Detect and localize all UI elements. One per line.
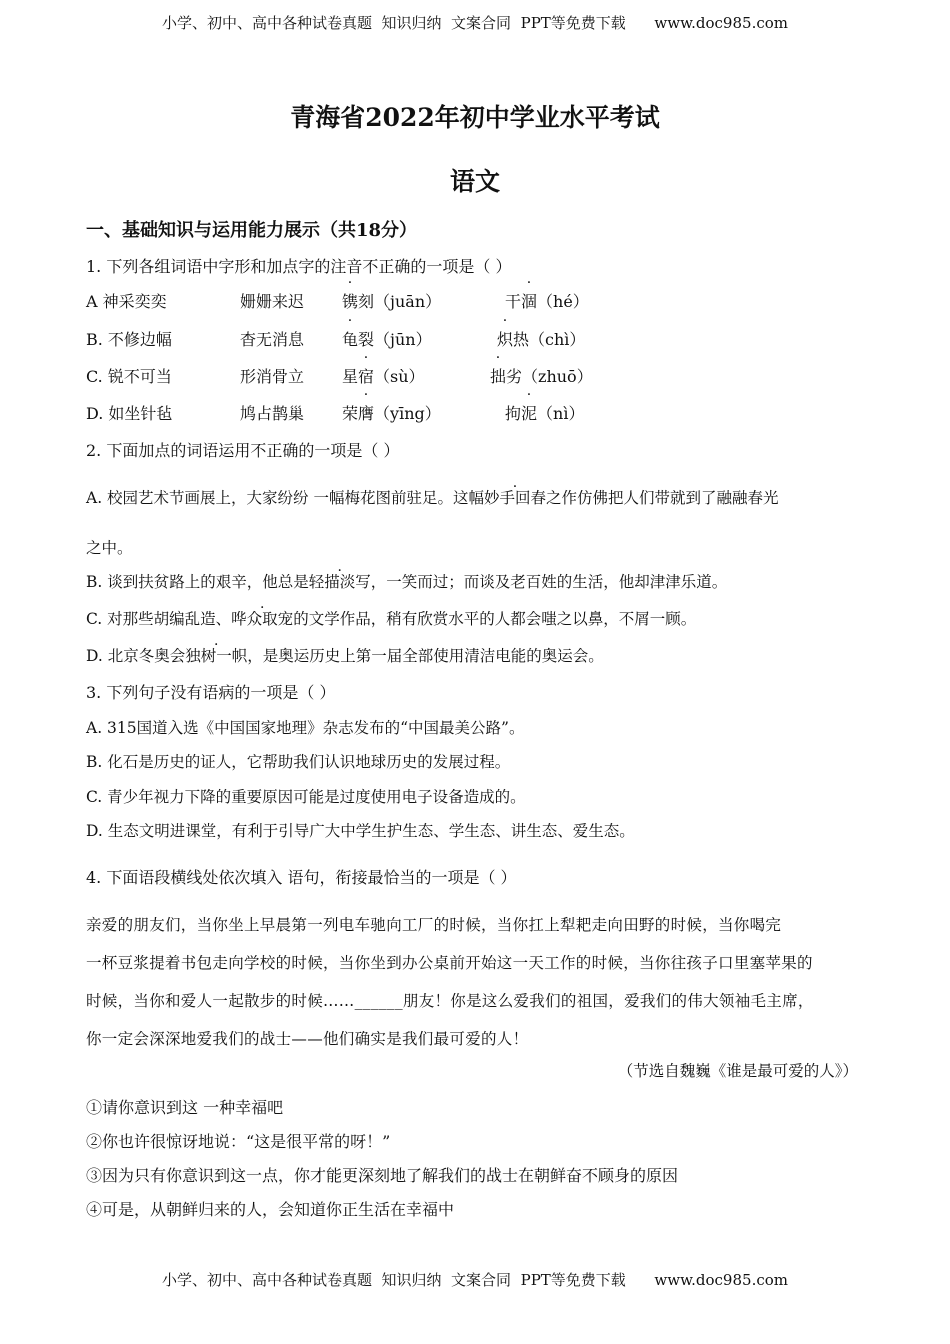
q1-option-c-word3: 星宿（sù） xyxy=(342,367,425,386)
q1-option-b-label: B. 不修边幅 xyxy=(86,330,172,349)
question-1-stem: 1. 下列各组词语中字形和加点字的注音不正确的一项是（ ） xyxy=(86,257,512,276)
q1-option-b-word3: 龟裂（jūn） xyxy=(342,330,432,349)
q2-option-c: C. 对那些胡编乱造、哗众取宠的文学作品，稍有欣赏水平的人都会嗤之以鼻，不屑一顾。 xyxy=(86,610,697,628)
q2-option-a: A. 校园艺术节画展上，大家纷纷 一幅梅花图前驻足。这幅妙手回春之作仿佛把人们带就到了融融春光 xyxy=(86,489,779,507)
q1-option-b-word2: 杳无消息 xyxy=(240,330,305,349)
q4-sentence-3: ③因为只有你意识到这一点，你才能更深刻地了解我们的战士在朝鲜奋不顾身的原因 xyxy=(86,1166,679,1185)
page-footer: 小学、初中、高中各种试卷真题 知识归纳 文案合同 PPT等免费下载 www.doc985.com xyxy=(161,1271,788,1289)
q2-option-b: B. 谈到扶贫路上的艰辛，他总是轻描淡写，一笑而过；而谈及老百姓的生活，他却津津乐道。 xyxy=(86,573,728,591)
q3-option-a: A. 315国道入选《中国国家地理》杂志发布的“中国最美公路”。 xyxy=(86,719,525,737)
question-4-stem: 4. 下面语段横线处依次填入 语句，衔接最恰当的一项是（ ） xyxy=(86,868,517,887)
q1-option-a-label: A 神采奕奕 xyxy=(86,292,167,311)
q4-sentence-2: ②你也许很惊讶地说：“这是很平常的呀！” xyxy=(86,1132,391,1151)
passage-source: （节选自魏巍《谁是最可爱的人》） xyxy=(617,1062,858,1080)
passage-line-4: 你一定会深深地爱我们的战士——他们确实是我们最可爱的人！ xyxy=(86,1030,529,1048)
q1-option-d-word3: 荣膺（yīng） xyxy=(342,404,441,423)
q4-sentence-4: ④可是，从朝鲜归来的人，会知道你正生活在幸福中 xyxy=(86,1200,455,1219)
q1-option-d-word2: 鸠占鹊巢 xyxy=(240,404,305,423)
q1-option-a-word3: 镌刻（juān） xyxy=(342,292,442,311)
q1-option-b-word4: 炽热（chì） xyxy=(497,330,586,349)
q1-option-c-word4: 拙劣（zhuō） xyxy=(490,367,593,386)
q1-option-a-word4: 干涸（hé） xyxy=(505,292,589,311)
q1-option-d-word4: 拘泥（nì） xyxy=(505,404,585,423)
question-2-stem: 2. 下面加点的词语运用不正确的一项是（ ） xyxy=(86,441,400,460)
q1-option-d-label: D. 如坐针毡 xyxy=(86,404,173,423)
q2-option-d: D. 北京冬奥会独树一帜，是奥运历史上第一届全部使用清洁电能的奥运会。 xyxy=(86,647,604,665)
section-heading: 一、基础知识与运用能力展示（共18分） xyxy=(86,220,418,241)
page-header: 小学、初中、高中各种试卷真题 知识归纳 文案合同 PPT等免费下载 www.doc985.com xyxy=(161,14,788,32)
q2-option-a-cont: 之中。 xyxy=(86,539,133,557)
q1-option-a-word2: 姗姗来迟 xyxy=(240,292,305,311)
q1-option-c-label: C. 锐不可当 xyxy=(86,367,172,386)
passage-line-3: 时候，当你和爱人一起散步的时候……______朋友！你是这么爱我们的祖国，爱我们的伟大领袖毛主席， xyxy=(86,992,814,1010)
exam-title: 青海省2022年初中学业水平考试 xyxy=(290,103,660,132)
q3-option-c: C. 青少年视力下降的重要原因可能是过度使用电子设备造成的。 xyxy=(86,788,526,806)
q3-option-d: D. 生态文明进课堂，有利于引导广大中学生护生态、学生态、讲生态、爱生态。 xyxy=(86,822,635,840)
passage-line-2: 一杯豆浆提着书包走向学校的时候，当你坐到办公桌前开始这一天工作的时候，当你往孩子口里塞苹果的 xyxy=(86,954,813,972)
q4-sentence-1: ①请你意识到这 一种幸福吧 xyxy=(86,1098,284,1117)
question-3-stem: 3. 下列句子没有语病的一项是（ ） xyxy=(86,683,336,702)
q3-option-b: B. 化石是历史的证人，它帮助我们认识地球历史的发展过程。 xyxy=(86,753,511,771)
q1-option-c-word2: 形消骨立 xyxy=(240,367,305,386)
exam-subject: 语文 xyxy=(449,167,500,196)
passage-line-1: 亲爱的朋友们，当你坐上早晨第一列电车驰向工厂的时候，当你扛上犁耙走向田野的时候，当你喝完 xyxy=(86,916,782,934)
